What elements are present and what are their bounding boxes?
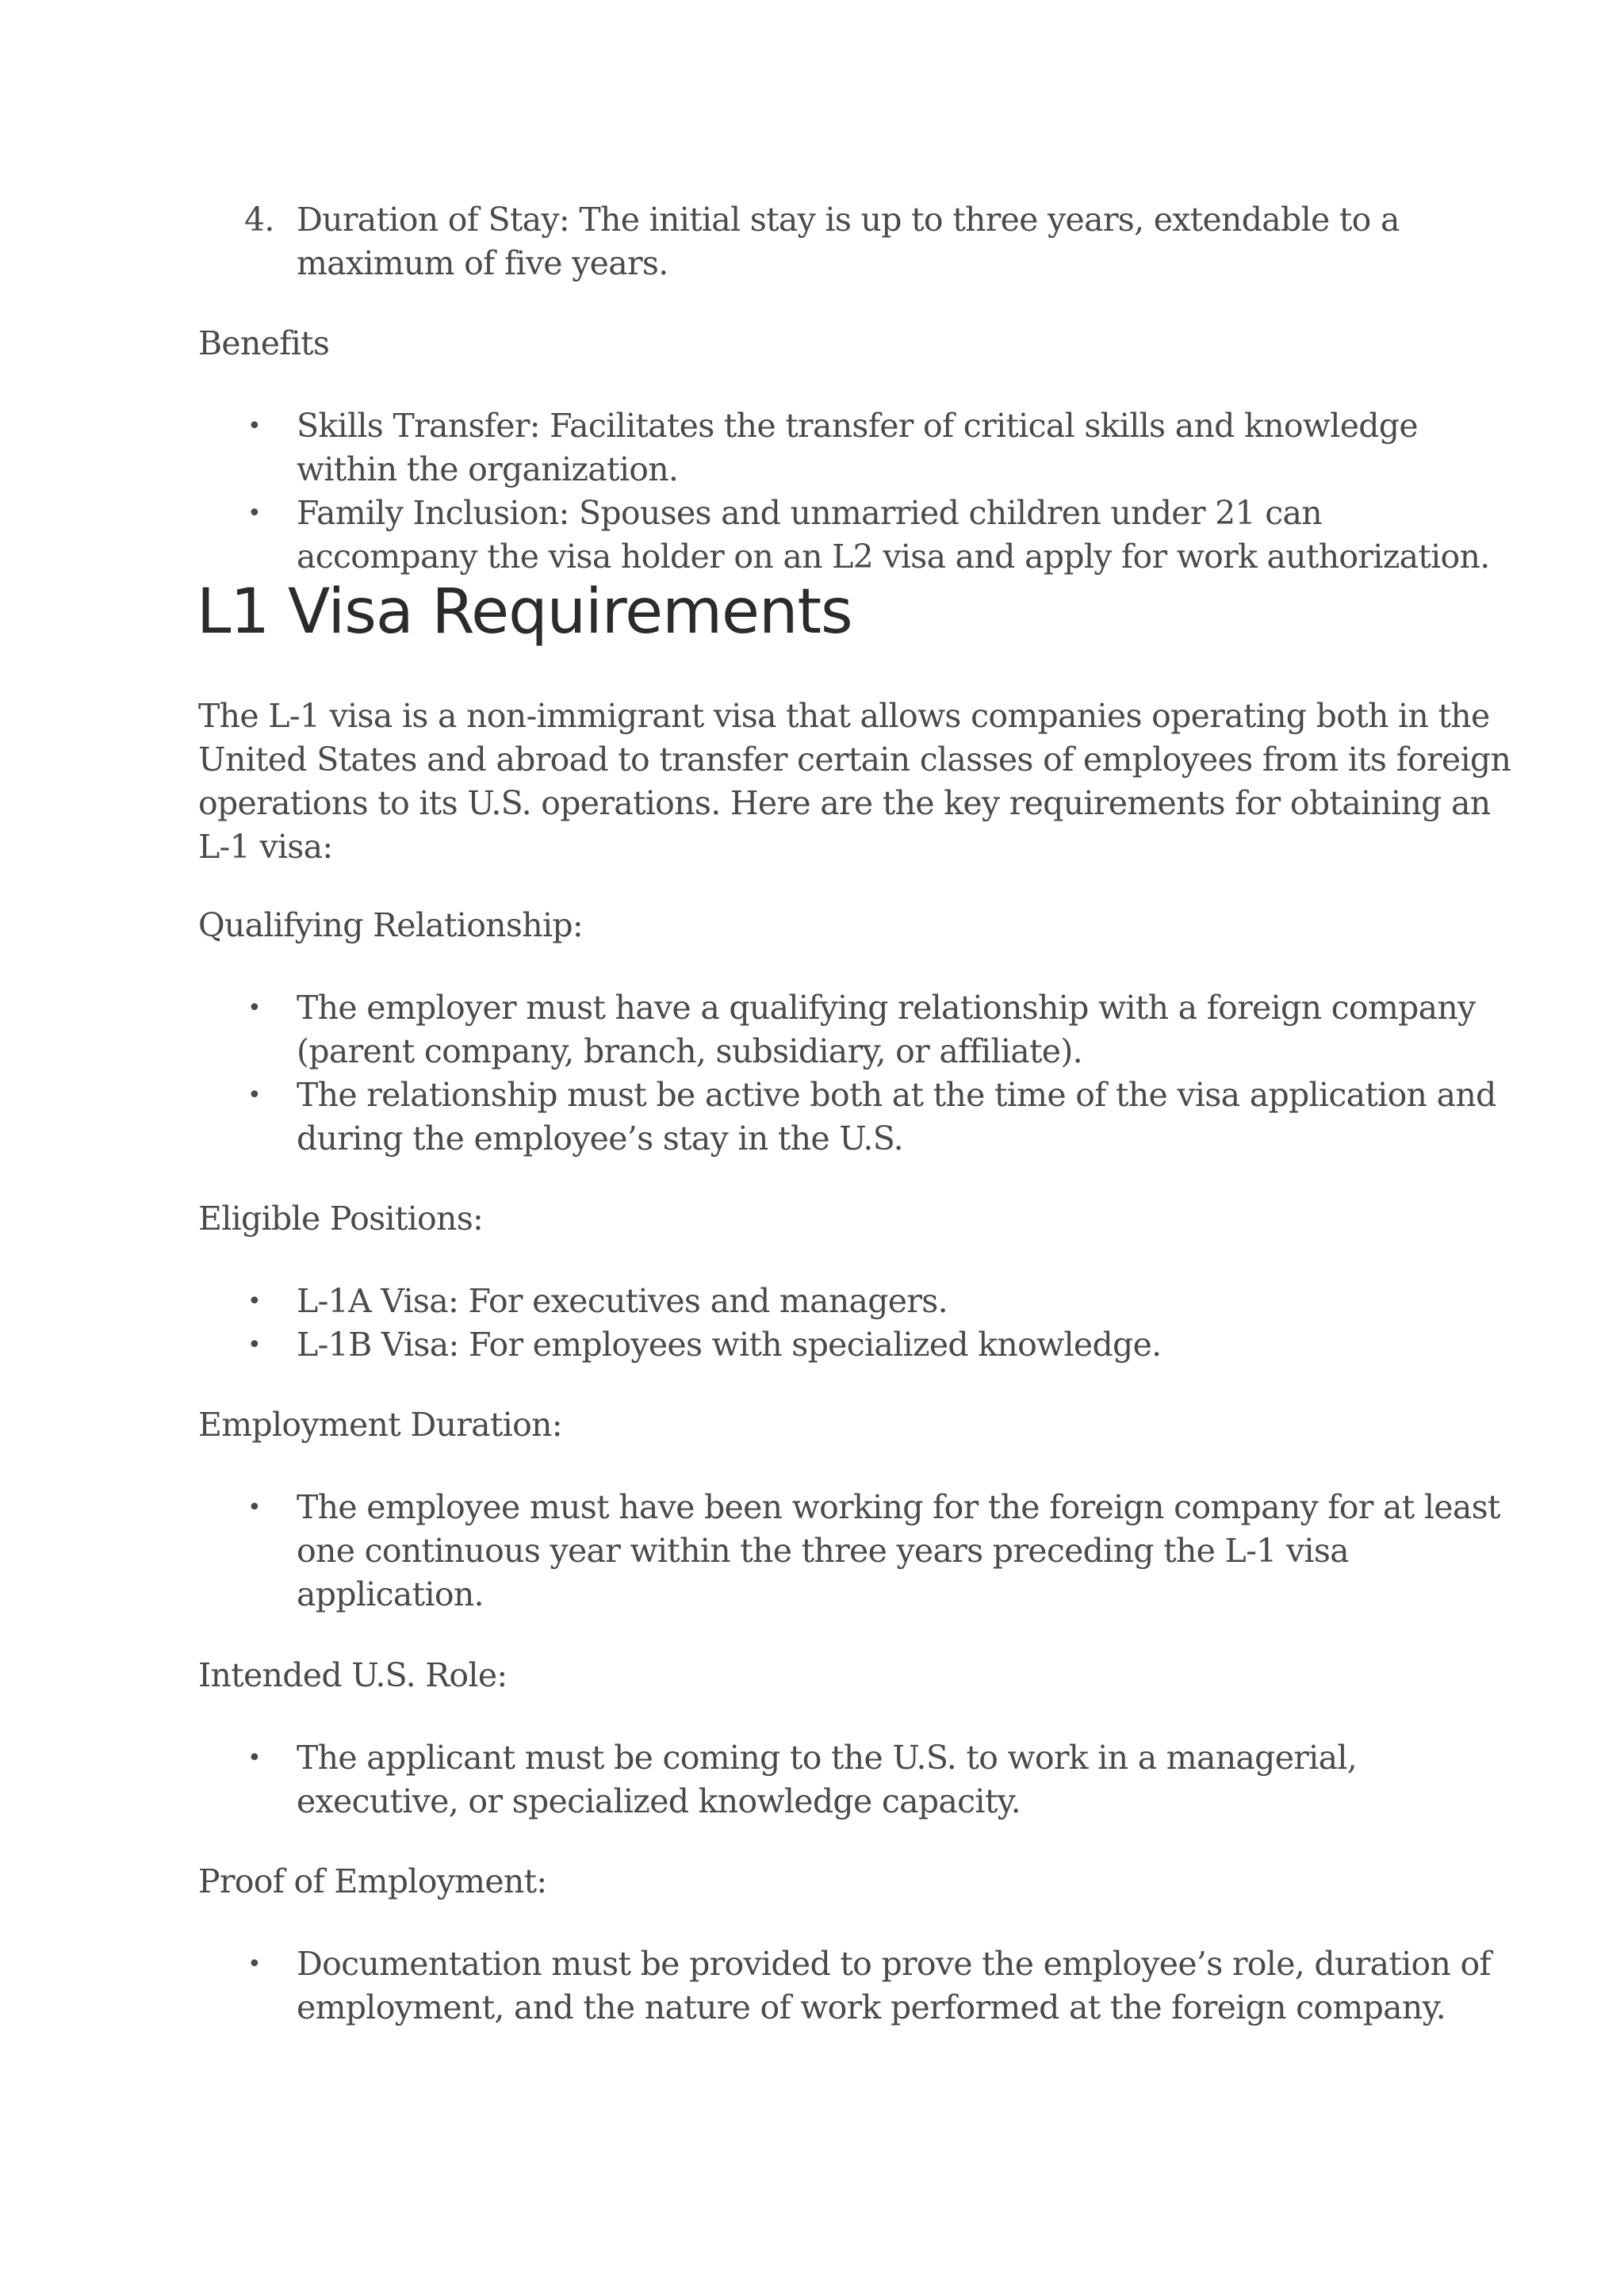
bullet-marker: • (247, 1494, 261, 1521)
text-line: The employee must have been working for the foreign company for at least (297, 1488, 1500, 1526)
bullet-marker: • (247, 412, 261, 440)
text-line: during the employee’s stay in the U.S. (297, 1119, 903, 1158)
group-label-qualifying-relationship: Qualifying Relationship: (198, 906, 584, 944)
list-item-text (297, 1280, 1624, 1323)
group-label-proof-of-employment: Proof of Employment: (198, 1862, 547, 1900)
list-item-text (297, 1486, 1624, 1617)
text-line: executive, or specialized knowledge capacity. (297, 1782, 1021, 1820)
bullet-marker: • (247, 1744, 261, 1772)
text-line: accompany the visa holder on an L2 visa and apply for work authorization. (297, 538, 1490, 576)
bullet-marker: • (247, 994, 261, 1022)
text-line: The relationship must be active both at the time of the visa application and (297, 1076, 1496, 1114)
list-item-text (297, 1073, 1624, 1161)
text-line: Family Inclusion: Spouses and unmarried children under 21 can (297, 494, 1322, 532)
text-line: L-1 visa: (198, 828, 333, 866)
section-heading: L1 Visa Requirements (197, 576, 852, 648)
bullet-marker: • (247, 1950, 261, 1978)
intro-paragraph (198, 695, 1511, 869)
text-line: maximum of five years. (297, 244, 668, 282)
bullet-marker: • (247, 499, 261, 527)
group-label-intended-us-role: Intended U.S. Role: (198, 1656, 508, 1694)
bullet-marker: • (247, 1331, 261, 1359)
text-line: L-1B Visa: For employees with specialized knowledge. (297, 1326, 1162, 1364)
text-line: Duration of Stay: The initial stay is up to three years, extendable to a (297, 201, 1400, 239)
benefits-label: Benefits (198, 324, 330, 362)
list-item-text (297, 404, 1624, 492)
bullet-marker: • (247, 1288, 261, 1315)
text-line: within the organization. (297, 450, 679, 488)
text-line: The applicant must be coming to the U.S. to work in a managerial, (297, 1739, 1358, 1777)
list-number: 4. (244, 201, 274, 239)
text-line: operations to its U.S. operations. Here are the key requirements for obtaining an (198, 784, 1491, 822)
list-item-text (297, 198, 1624, 285)
list-item-text (297, 986, 1624, 1073)
text-line: The employer must have a qualifying relationship with a foreign company (297, 989, 1476, 1027)
bullet-marker: • (247, 1081, 261, 1109)
text-line: employment, and the nature of work performed at the foreign company. (297, 1988, 1446, 2026)
list-item-text (297, 1736, 1624, 1823)
list-item-text (297, 1942, 1624, 2030)
text-line: United States and abroad to transfer certain classes of employees from its foreign (198, 740, 1511, 779)
text-line: (parent company, branch, subsidiary, or affiliate). (297, 1032, 1082, 1070)
text-line: L-1A Visa: For executives and managers. (297, 1282, 948, 1320)
list-item-text (297, 1323, 1624, 1367)
text-line: Documentation must be provided to prove the employee’s role, duration of (297, 1945, 1491, 1983)
group-label-eligible-positions: Eligible Positions: (198, 1200, 484, 1238)
text-line: one continuous year within the three years preceding the L-1 visa (297, 1532, 1349, 1570)
text-line: Skills Transfer: Facilitates the transfer of critical skills and knowledge (297, 407, 1418, 445)
text-line: The L-1 visa is a non-immigrant visa that allows companies operating both in the (198, 697, 1490, 735)
group-label-employment-duration: Employment Duration: (198, 1406, 562, 1444)
text-line: application. (297, 1575, 484, 1613)
list-item-text (297, 492, 1624, 579)
